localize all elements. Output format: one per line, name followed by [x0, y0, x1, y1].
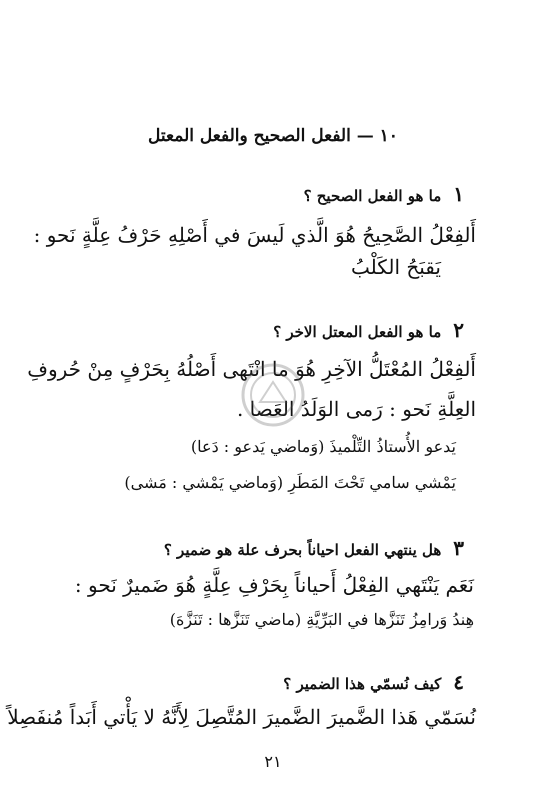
example-2-2: يَمْشي سامي تَحْتَ المَطَرِ (وَماضي يَمْشي : مَشى) [124, 473, 456, 492]
answer-1-line-1: أَلفِعْلُ الصَّحِيحُ هُوَ الَّذي لَيسَ في أَصْلِهِ حَرْفُ عِلَّةٍ نَحو : [33, 223, 476, 247]
example-3-1: هِندُ وَرامِزُ تَنَزَّها في البَرِّيَّةِ (ماضي تَنَزَّها : تَنَزَّهَ) [169, 610, 474, 629]
question-text: ما هو الفعل المعتل الاخر ؟ [273, 323, 442, 341]
question-3 [164, 536, 464, 560]
question-text: ما هو الفعل الصحيح ؟ [303, 187, 442, 205]
question-text: هل ينتهي الفعل احياناً بحرف علة هو ضمير ؟ [163, 541, 442, 559]
answer-2-line-1: أَلفِعْلُ المُعْتَلُّ الآخِرِ هُوَ ما انْتَهى أَصْلُهُ بِحَرْفٍ مِنْ حُروفِ [27, 357, 476, 381]
question-number: ٤ [453, 670, 464, 694]
answer-1-line-2: يَقبَحُ الكَلْبُ [351, 255, 441, 279]
example-2-1: يَدعو الأُستاذُ التِّلْميذَ (وَماضي يَدعو : دَعا) [190, 437, 456, 456]
question-number: ٣ [453, 536, 464, 560]
question-2 [273, 318, 464, 342]
answer-3-line-1: نَعَم يَنْتَهي الفِعْلُ أَحياناً بِحَرْفِ عِلَّةٍ هُوَ ضَميرٌ نَحو : [74, 573, 474, 597]
question-1 [304, 182, 464, 206]
section-title: ١٠ — الفعل الصحيح والفعل المعتل [148, 126, 398, 146]
question-4 [283, 670, 464, 694]
question-text: كيف نُسمّي هذا الضمير ؟ [283, 675, 442, 693]
question-number: ٢ [453, 318, 464, 342]
question-number: ١ [453, 182, 464, 206]
page-number: ٢١ [264, 752, 282, 771]
library-seal-logo [240, 362, 306, 428]
answer-4-line-1: نُسَمّي هَذا الضَّميرَ الضَّميرَ المُتَّصِلَ لِأَنَّهُ لا يَأْتي أَبَداً مُنفَصِلاً [7, 705, 476, 729]
answer-2-line-2: العِلَّةِ نَحو : رَمى الوَلَدُ العَصا . [236, 397, 476, 421]
